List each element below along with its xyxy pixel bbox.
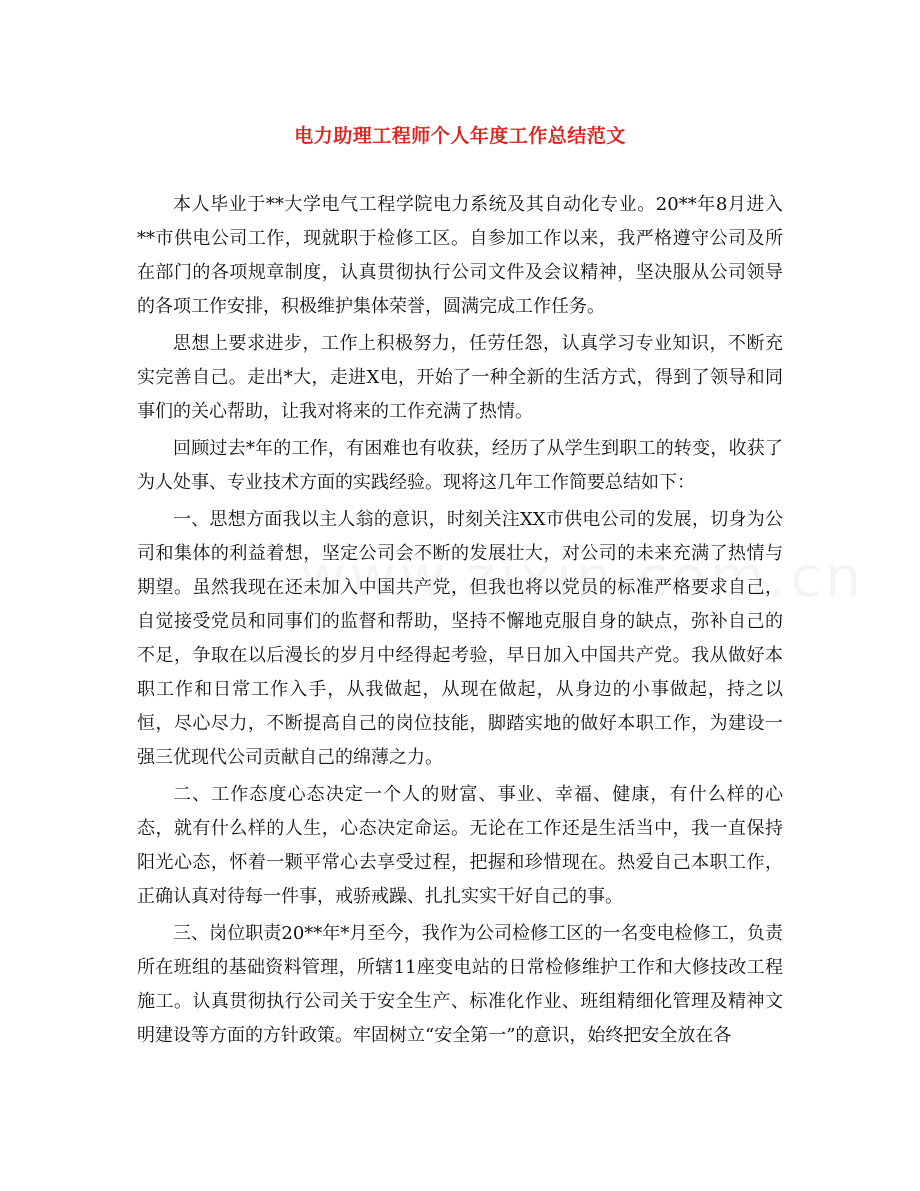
paragraph-section-attitude: 二、工作态度心态决定一个人的财富、事业、幸福、健康，有什么样的心态，就有什么样的人生，心态决定命运。无论在工作还是生活当中，我一直保持阳光心态，怀着一颗平常心去享受过程，把握和珍惜现在。热爱自己本职工作，正确认真对待每一件事，戒骄戒躁、扎扎实实干好自己的事。 <box>137 784 783 907</box>
paragraph-section-duties: 三、岗位职责20**年*月至今，我作为公司检修工区的一名变电检修工，负责所在班组的基础资料管理，所辖11座变电站的日常检修维护工作和大修技改工程施工。认真贯彻执行公司关于安全生产、标准化作业、班组精细化管理及精神文明建设等方面的方针政策。牢固树立“安全第一”的意识，始终把安全放在各 <box>137 923 783 1046</box>
paragraph-progress: 思想上要求进步，工作上积极努力，任劳任怨，认真学习专业知识，不断充实完善自己。走出*大，走进X电，开始了一种全新的生活方式，得到了领导和同事们的关心帮助，让我对将来的工作充满了热情。 <box>137 333 783 422</box>
paragraph-intro: 本人毕业于**大学电气工程学院电力系统及其自动化专业。20**年8月进入**市供电公司工作，现就职于检修工区。自参加工作以来，我严格遵守公司及所在部门的各项规章制度，认真贯彻执行公司文件及会议精神，坚决服从公司领导的各项工作安排，积极维护集体荣誉，圆满完成工作任务。 <box>137 194 783 317</box>
paragraph-review: 回顾过去*年的工作，有困难也有收获，经历了从学生到职工的转变，收获了为人处事、专业技术方面的实践经验。现将这几年工作简要总结如下： <box>137 438 783 493</box>
document-body <box>137 188 783 1056</box>
paragraph-section-thought: 一、思想方面我以主人翁的意识，时刻关注XX市供电公司的发展，切身为公司和集体的利益着想，坚定公司会不断的发展壮大，对公司的未来充满了热情与期望。虽然我现在还未加入中国共产党，但我也将以党员的标准严格要求自己，自觉接受党员和同事们的监督和帮助，坚持不懈地克服自身的缺点，弥补自己的不足，争取在以后漫长的岁月中经得起考验，早日加入中国共产党。我从做好本职工作和日常工作入手，从我做起，从现在做起，从身边的小事做起，持之以恒，尽心尽力，不断提高自己的岗位技能，脚踏实地的做好本职工作，为建设一强三优现代公司贡献自己的绵薄之力。 <box>137 509 783 768</box>
document-title: 电力助理工程师个人年度工作总结范文 <box>294 125 626 147</box>
